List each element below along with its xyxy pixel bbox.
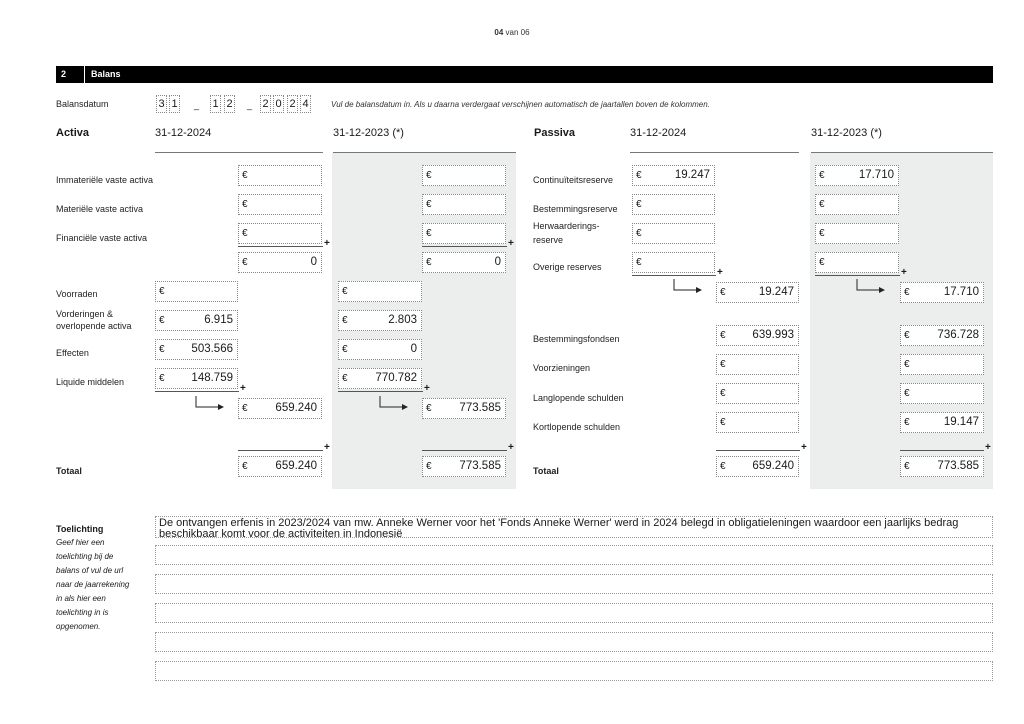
date-separator: _ [194, 100, 200, 110]
euro-sign: € [904, 287, 910, 298]
euro-sign: € [904, 330, 910, 341]
financieel-current-input[interactable] [238, 223, 322, 244]
toelichting-subtitle-line: naar de jaarrekening [56, 580, 130, 589]
euro-sign: € [426, 170, 432, 181]
activa-totaal-current [238, 456, 322, 477]
sum-line [238, 450, 323, 451]
euro-sign: € [720, 287, 726, 298]
activa-totaal-label: Totaal [56, 466, 82, 476]
immaterieel-current-input[interactable] [238, 165, 322, 186]
euro-sign: € [636, 228, 642, 239]
euro-sign: € [242, 228, 248, 239]
sum-line [900, 450, 984, 451]
section-number: 2 [61, 69, 67, 79]
toelichting-textarea-line[interactable] [155, 574, 993, 594]
plus-icon: + [324, 442, 330, 453]
materieel-previous-input[interactable] [422, 194, 506, 215]
continuiteit-previous-input[interactable] [815, 165, 899, 186]
kortlopend-current-input[interactable] [716, 412, 799, 433]
effecten-previous-input[interactable] [338, 339, 422, 360]
date-day-digit-1[interactable]: 3 [156, 95, 167, 113]
euro-sign: € [636, 199, 642, 210]
materieel-label: Materiële vaste activa [56, 204, 144, 214]
page-indicator [0, 28, 1024, 37]
liquide-label: Liquide middelen [56, 377, 125, 387]
section-title: Balans [91, 69, 121, 79]
euro-sign: € [819, 170, 825, 181]
sum-line [155, 391, 239, 392]
euro-sign: € [904, 461, 910, 472]
euro-sign: € [819, 199, 825, 210]
arrow-right-icon [673, 279, 703, 293]
vorderingen-label-line1: Vorderingen & [56, 309, 114, 319]
euro-sign: € [342, 315, 348, 326]
euro-sign: € [242, 199, 248, 210]
toelichting-textarea-line[interactable] [155, 516, 993, 538]
section-divider [84, 66, 85, 83]
value: 659.240 [752, 460, 794, 472]
kortlopend-label: Kortlopende schulden [533, 422, 621, 432]
voorraden-current-input[interactable] [155, 281, 238, 302]
euro-sign: € [342, 286, 348, 297]
voorraden-label: Voorraden [56, 289, 98, 299]
euro-sign: € [242, 461, 248, 472]
continuiteit-current-input[interactable] [632, 165, 715, 186]
continuiteit-label: Continuïteitsreserve [533, 175, 614, 185]
toelichting-textarea-line[interactable] [155, 603, 993, 623]
header-rule [811, 152, 993, 153]
immaterieel-label: Immateriële vaste activa [56, 175, 154, 185]
value: 659.240 [275, 402, 317, 414]
toelichting-subtitle-line: Geef hier een [56, 538, 105, 547]
herwaardering-current-input[interactable] [632, 223, 715, 244]
balansdatum-label: Balansdatum [56, 99, 109, 109]
langlopend-label: Langlopende schulden [533, 393, 624, 403]
effecten-label: Effecten [56, 348, 89, 358]
euro-sign: € [636, 170, 642, 181]
vaste-activa-subtotal-current [238, 252, 322, 273]
toelichting-subtitle-line: toelichting in is [56, 608, 109, 617]
date-year-digit-2[interactable]: 0 [273, 95, 284, 113]
overige-previous-input[interactable] [815, 252, 899, 273]
passiva-totaal-current [716, 456, 799, 477]
passiva-header: Passiva [534, 127, 575, 139]
plus-icon: + [424, 383, 430, 394]
date-year-digit-1[interactable]: 2 [260, 95, 271, 113]
vorderingen-current-input[interactable] [155, 310, 238, 331]
page-number: 04 [494, 28, 504, 37]
activa-header: Activa [56, 127, 90, 139]
liquide-current-input[interactable] [155, 368, 238, 389]
sum-line [238, 246, 323, 247]
euro-sign: € [426, 199, 432, 210]
euro-sign: € [636, 257, 642, 268]
vorderingen-label-line2: overlopende activa [56, 321, 132, 331]
reserves-subtotal-current [716, 282, 799, 303]
euro-sign: € [242, 170, 248, 181]
plus-icon: + [901, 267, 907, 278]
value: 503.566 [191, 343, 233, 355]
value: 19.147 [943, 416, 979, 428]
sum-line [338, 391, 423, 392]
value: 773.585 [459, 402, 501, 414]
bestemmingsreserve-current-input[interactable] [632, 194, 715, 215]
voorraden-previous-input[interactable] [338, 281, 422, 302]
euro-sign: € [720, 330, 726, 341]
euro-sign: € [720, 359, 726, 370]
vlottende-activa-subtotal-current [238, 398, 322, 419]
header-rule [630, 152, 799, 153]
fondsen-previous-input[interactable] [900, 325, 984, 346]
passiva-totaal-previous [900, 456, 984, 477]
date-month-digit-1[interactable]: 1 [210, 95, 221, 113]
herwaardering-label-line1: Herwaarderings- [533, 221, 600, 231]
date-day-digit-2[interactable]: 1 [169, 95, 180, 113]
vaste-activa-subtotal-previous [422, 252, 506, 273]
financieel-previous-input[interactable] [422, 223, 506, 244]
toelichting-subtitle-line: in als hier een [56, 594, 106, 603]
toelichting-title: Toelichting [56, 524, 104, 534]
date-month-digit-2[interactable]: 2 [224, 95, 235, 113]
toelichting-subtitle-line: balans of vul de url [56, 566, 124, 575]
financieel-label: Financiële vaste activa [56, 233, 148, 243]
euro-sign: € [904, 359, 910, 370]
effecten-current-input[interactable] [155, 339, 238, 360]
value: 19.247 [758, 286, 794, 298]
euro-sign: € [426, 257, 432, 268]
fondsen-label: Bestemmingsfondsen [533, 334, 620, 344]
sum-line [422, 450, 507, 451]
toelichting-text: De ontvangen erfenis in 2023/2024 van mw. Anneke Werner voor het 'Fonds Anneke Werner' werd in 2024 belegd in obligatieleningen waardoor een jaarlijks bedrag beschikbaar komt voor de activiteiten in Indonesië [159, 517, 959, 540]
euro-sign: € [720, 461, 726, 472]
toelichting-textarea-line[interactable] [155, 545, 993, 565]
fondsen-current-input[interactable] [716, 325, 799, 346]
euro-sign: € [159, 286, 165, 297]
euro-sign: € [242, 257, 248, 268]
toelichting-textarea-line[interactable] [155, 632, 993, 652]
value: 773.585 [937, 460, 979, 472]
euro-sign: € [159, 373, 165, 384]
date-year-digit-3[interactable]: 2 [287, 95, 298, 113]
value: 0 [494, 256, 501, 268]
passiva-current-date: 31-12-2024 [630, 127, 687, 139]
activa-previous-date: 31-12-2023 (*) [333, 127, 404, 139]
date-separator: _ [247, 100, 253, 110]
toelichting-subtitle [56, 536, 142, 634]
euro-sign: € [426, 403, 432, 414]
header-rule [333, 152, 516, 153]
value: 0 [310, 256, 317, 268]
passiva-totaal-label: Totaal [533, 466, 559, 476]
value: 736.728 [937, 329, 979, 341]
bestemmingsreserve-label: Bestemmingsreserve [533, 204, 618, 214]
activa-totaal-previous [422, 456, 506, 477]
arrow-right-icon [379, 396, 409, 410]
euro-sign: € [242, 403, 248, 414]
sum-line [716, 450, 800, 451]
sum-line [815, 275, 900, 276]
page-total: van 06 [505, 28, 530, 37]
overige-label: Overige reserves [533, 262, 602, 272]
euro-sign: € [342, 344, 348, 355]
value: 0 [410, 343, 417, 355]
value: 659.240 [275, 460, 317, 472]
toelichting-subtitle-line: opgenomen. [56, 622, 101, 631]
value: 770.782 [375, 372, 417, 384]
plus-icon: + [508, 238, 514, 249]
plus-icon: + [240, 383, 246, 394]
euro-sign: € [426, 228, 432, 239]
reserves-subtotal-previous [900, 282, 984, 303]
value: 17.710 [943, 286, 979, 298]
euro-sign: € [819, 257, 825, 268]
voorzieningen-current-input[interactable] [716, 354, 799, 375]
euro-sign: € [720, 388, 726, 399]
value: 2.803 [388, 314, 417, 326]
euro-sign: € [426, 461, 432, 472]
plus-icon: + [324, 238, 330, 249]
materieel-current-input[interactable] [238, 194, 322, 215]
vorderingen-previous-input[interactable] [338, 310, 422, 331]
section-header [56, 66, 993, 83]
euro-sign: € [159, 344, 165, 355]
plus-icon: + [717, 267, 723, 278]
header-rule [155, 152, 323, 153]
bestemmingsreserve-previous-input[interactable] [815, 194, 899, 215]
value: 639.993 [752, 329, 794, 341]
euro-sign: € [342, 373, 348, 384]
plus-icon: + [508, 442, 514, 453]
vlottende-activa-subtotal-previous [422, 398, 506, 419]
toelichting-subtitle-line: toelichting bij de [56, 552, 114, 561]
date-year-digit-4[interactable]: 4 [300, 95, 311, 113]
euro-sign: € [904, 417, 910, 428]
immaterieel-previous-input[interactable] [422, 165, 506, 186]
langlopend-previous-input[interactable] [900, 383, 984, 404]
euro-sign: € [904, 388, 910, 399]
value: 17.710 [858, 169, 894, 181]
kortlopend-previous-input[interactable] [900, 412, 984, 433]
activa-current-date: 31-12-2024 [155, 127, 212, 139]
balansdatum-hint: Vul de balansdatum in. Als u daarna verdergaat verschijnen automatisch de jaartallen boven de kolommen. [331, 100, 710, 109]
arrow-right-icon [856, 279, 886, 293]
herwaardering-previous-input[interactable] [815, 223, 899, 244]
plus-icon: + [801, 442, 807, 453]
overige-current-input[interactable] [632, 252, 715, 273]
euro-sign: € [720, 417, 726, 428]
toelichting-textarea-line[interactable] [155, 661, 993, 681]
euro-sign: € [819, 228, 825, 239]
value: 773.585 [459, 460, 501, 472]
value: 6.915 [204, 314, 233, 326]
liquide-previous-input[interactable] [338, 368, 422, 389]
value: 148.759 [191, 372, 233, 384]
langlopend-current-input[interactable] [716, 383, 799, 404]
voorzieningen-previous-input[interactable] [900, 354, 984, 375]
value: 19.247 [674, 169, 710, 181]
herwaardering-label-line2: reserve [533, 235, 564, 245]
voorzieningen-label: Voorzieningen [533, 363, 591, 373]
passiva-previous-date: 31-12-2023 (*) [811, 127, 882, 139]
euro-sign: € [159, 315, 165, 326]
sum-line [422, 246, 507, 247]
sum-line [632, 275, 716, 276]
arrow-right-icon [195, 396, 225, 410]
plus-icon: + [985, 442, 991, 453]
